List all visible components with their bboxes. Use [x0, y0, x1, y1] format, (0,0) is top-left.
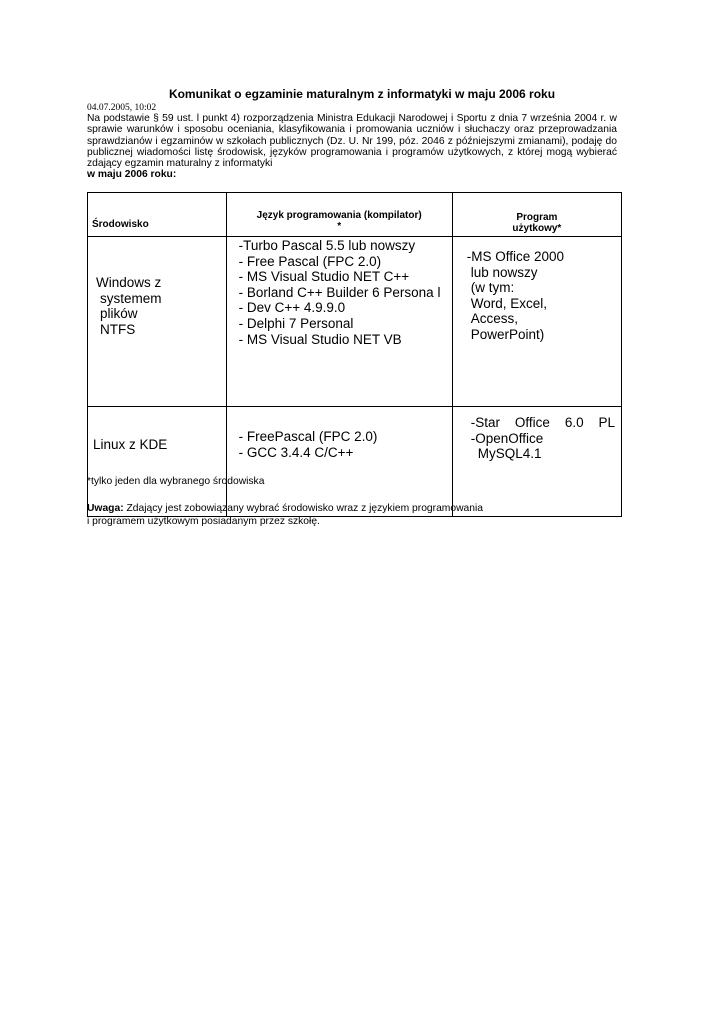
- env-line: Linux z KDE: [93, 437, 168, 452]
- program-word: Office: [514, 415, 550, 430]
- program-word: 6.0: [564, 415, 584, 430]
- header-language-label: Język programowania (kompilator): [256, 210, 422, 221]
- cell-languages-windows: [226, 237, 452, 407]
- cell-environment-linux: [88, 407, 227, 517]
- intro-line: Na podstawie § 59 ust. l punkt 4) rozporządzenia Ministra Edukacji Narodowej i Sportu z dnia 7 września: [87, 113, 572, 124]
- cell-languages-linux: [226, 407, 452, 517]
- env-line: NTFS: [100, 321, 136, 337]
- header-program-label-2: użytkowy*: [512, 223, 562, 234]
- cell-programs-windows: [452, 237, 621, 407]
- table-row: [88, 407, 622, 517]
- program-line: PowerPoint): [470, 326, 545, 342]
- intro-line: z późniejszymi zmianami), podaję do publicznej wiadomości listę środowisk, języków programowania: [87, 135, 617, 158]
- table-row: [88, 237, 622, 407]
- note-line-1: Zdający jest zobowiązany wybrać środowisko wraz z językiem programowania: [123, 503, 484, 514]
- program-line: -MS Office 2000: [466, 249, 565, 264]
- program-word: -Star: [470, 415, 501, 430]
- program-line-spread: [471, 415, 615, 431]
- language-item: - Dev C++ 4.9.9.0: [238, 300, 346, 316]
- environments-table: [87, 192, 622, 517]
- env-line: Windows z: [96, 275, 162, 290]
- program-line: lub nowszy: [470, 264, 538, 280]
- intro-line: przeprowadzania sprawdzianów i egzaminów w szkołach publicznych (Dz. U. Nr 199, póz. 2046: [87, 124, 617, 147]
- env-line: plików: [100, 306, 138, 322]
- language-item: - FreePascal (FPC 2.0): [238, 429, 378, 444]
- header-program: [452, 193, 621, 237]
- header-environment: [88, 193, 227, 237]
- intro-bold-end: w maju 2006 roku:: [87, 169, 177, 181]
- header-language: [226, 193, 452, 237]
- header-language-asterisk: *: [337, 221, 342, 232]
- program-line: (w tym:: [470, 280, 515, 296]
- footnote: *tylko jeden dla wybranego środowiska: [87, 476, 265, 487]
- note-line-2: i programem użytkowym posiadanym przez szkołę.: [87, 516, 320, 527]
- table-header-row: [88, 193, 622, 237]
- language-item: - MS Visual Studio NET C++: [238, 269, 410, 285]
- document-date: 04.07.2005, 10:02: [87, 103, 157, 113]
- language-item: - Delphi 7 Personal: [238, 315, 354, 331]
- language-item: - MS Visual Studio NET VB: [238, 331, 402, 347]
- language-item: - GCC 3.4.4 C/C++: [238, 444, 354, 460]
- header-program-label: Program: [516, 212, 558, 223]
- cell-environment-windows: [88, 237, 227, 407]
- program-word: PL: [598, 415, 615, 430]
- program-line: -OpenOffice: [470, 430, 544, 446]
- intro-line: i programów użytkowych, z której mogą wybierać zdający egzamin maturalny z informatyki: [87, 146, 617, 170]
- language-item: - Free Pascal (FPC 2.0): [238, 253, 382, 269]
- intro-line: 2004 r. w sprawie warunków i sposobu oceniania, klasyfikowania i promowania uczniów i słuchaczy oraz: [87, 113, 617, 136]
- note-block: [87, 502, 483, 528]
- language-item: -Turbo Pascal 5.5 lub nowszy: [238, 238, 416, 253]
- note-label: Uwaga:: [87, 503, 124, 514]
- intro-paragraph: [87, 113, 617, 181]
- language-item: - Borland C++ Builder 6 Persona l: [238, 284, 441, 300]
- document-title: Komunikat o egzaminie maturalnym z informatyki w maju 2006 roku: [168, 87, 556, 101]
- program-line: Word, Excel,: [470, 295, 548, 311]
- cell-programs-linux: [452, 407, 621, 517]
- header-environment-label: Środowisko: [92, 219, 149, 230]
- program-line: MySQL4.1: [477, 446, 542, 462]
- env-line: systemem: [100, 290, 162, 306]
- program-line: Access,: [470, 311, 519, 327]
